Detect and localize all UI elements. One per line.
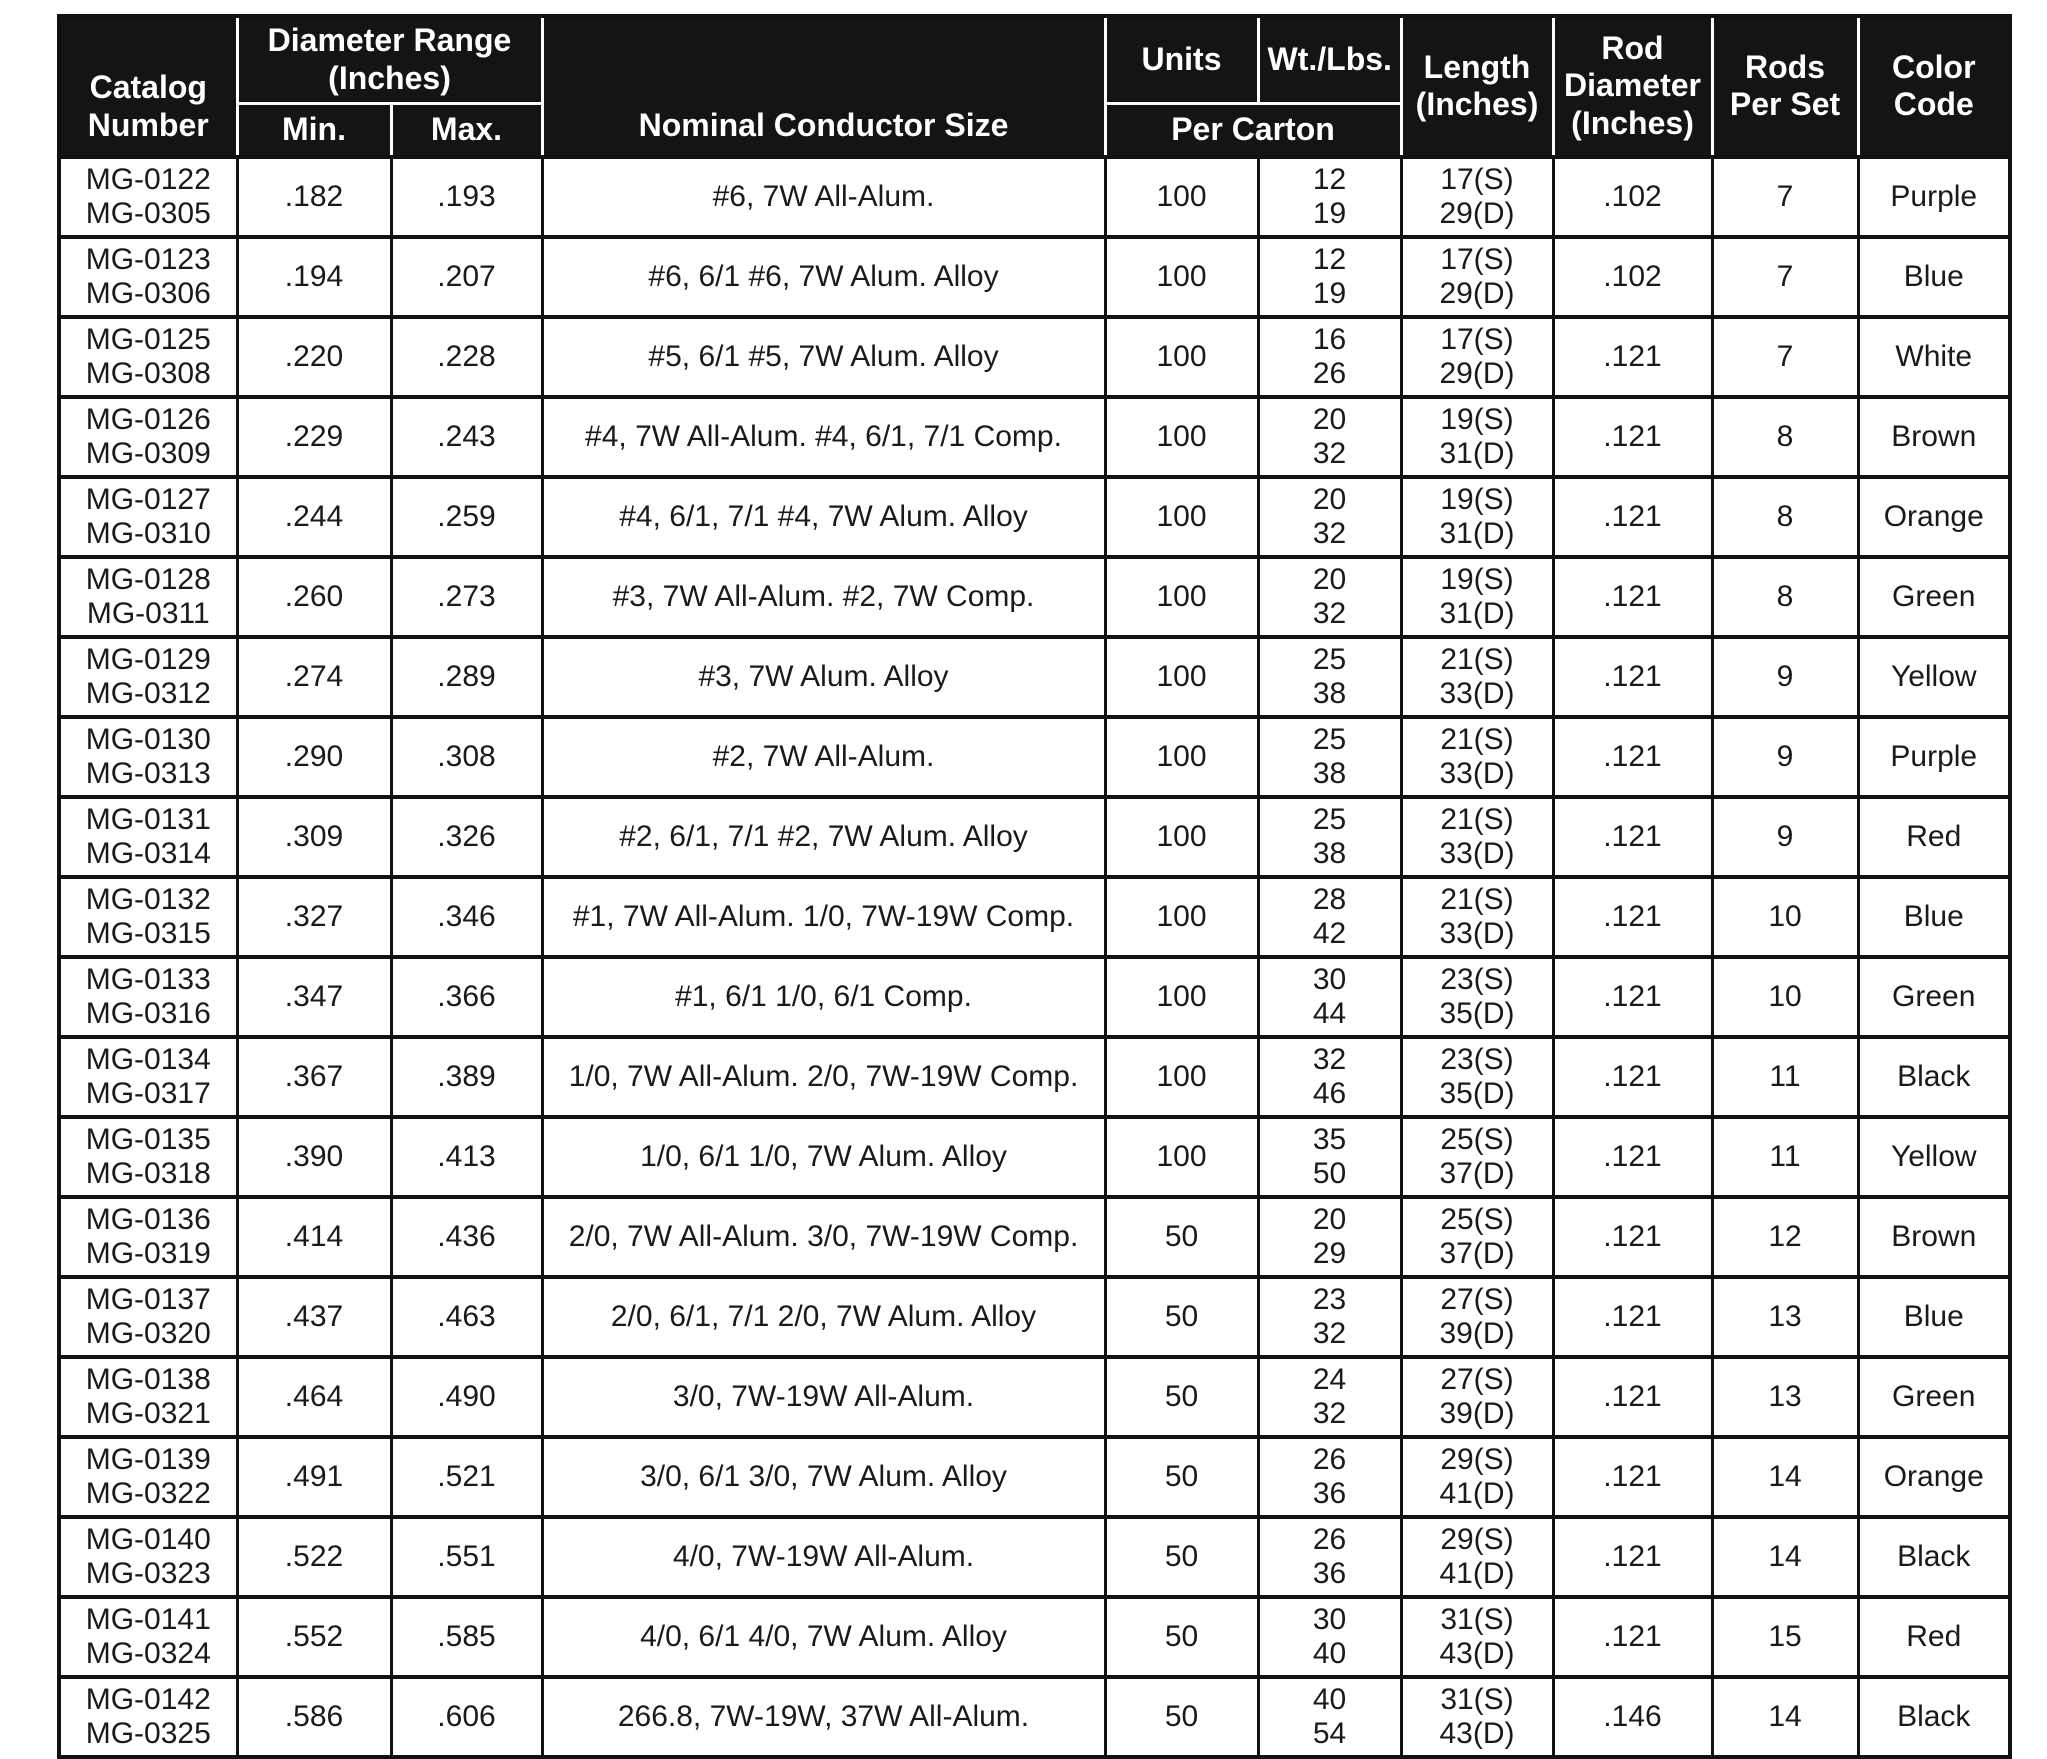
conductor-size-cell: #5, 6/1 #5, 7W Alum. Alloy [542, 317, 1105, 397]
wt-lbs-cell: 35 50 [1258, 1117, 1401, 1197]
rods-per-set-cell: 14 [1712, 1677, 1858, 1757]
min-cell: .414 [237, 1197, 391, 1277]
table-row [59, 237, 2010, 317]
max-cell: .193 [391, 157, 542, 237]
units-cell: 100 [1105, 637, 1258, 717]
table-row [59, 557, 2010, 637]
max-cell: .366 [391, 957, 542, 1037]
rod-diameter-cell: .121 [1553, 957, 1712, 1037]
units-cell: 50 [1105, 1357, 1258, 1437]
length-cell: 25(S) 37(D) [1401, 1117, 1553, 1197]
color-code-cell: Purple [1858, 157, 2010, 237]
rod-diameter-cell: .121 [1553, 1437, 1712, 1517]
units-cell: 100 [1105, 957, 1258, 1037]
max-cell: .346 [391, 877, 542, 957]
length-cell: 23(S) 35(D) [1401, 1037, 1553, 1117]
max-cell: .585 [391, 1597, 542, 1677]
catalog-number-cell: MG-0128 MG-0311 [59, 557, 237, 637]
wt-lbs-cell: 23 32 [1258, 1277, 1401, 1357]
wt-lbs-cell: 12 19 [1258, 157, 1401, 237]
rod-diameter-cell: .121 [1553, 877, 1712, 957]
max-cell: .326 [391, 797, 542, 877]
table-row [59, 877, 2010, 957]
catalog-number-cell: MG-0125 MG-0308 [59, 317, 237, 397]
length-cell: 27(S) 39(D) [1401, 1357, 1553, 1437]
header-max: Max. [391, 103, 542, 157]
catalog-number-cell: MG-0131 MG-0314 [59, 797, 237, 877]
catalog-number-cell: MG-0122 MG-0305 [59, 157, 237, 237]
color-code-cell: White [1858, 317, 2010, 397]
length-cell: 19(S) 31(D) [1401, 397, 1553, 477]
max-cell: .490 [391, 1357, 542, 1437]
table-row [59, 1197, 2010, 1277]
length-cell: 29(S) 41(D) [1401, 1437, 1553, 1517]
rods-per-set-cell: 14 [1712, 1517, 1858, 1597]
rods-per-set-cell: 9 [1712, 717, 1858, 797]
table-row [59, 1357, 2010, 1437]
length-cell: 21(S) 33(D) [1401, 877, 1553, 957]
conductor-size-cell: 4/0, 6/1 4/0, 7W Alum. Alloy [542, 1597, 1105, 1677]
rods-per-set-cell: 11 [1712, 1117, 1858, 1197]
catalog-number-cell: MG-0138 MG-0321 [59, 1357, 237, 1437]
length-cell: 17(S) 29(D) [1401, 157, 1553, 237]
wt-lbs-cell: 28 42 [1258, 877, 1401, 957]
product-spec-table [57, 14, 2012, 1759]
rod-diameter-cell: .146 [1553, 1677, 1712, 1757]
table-row [59, 1597, 2010, 1677]
table-header [59, 16, 2010, 157]
rods-per-set-cell: 8 [1712, 477, 1858, 557]
min-cell: .244 [237, 477, 391, 557]
max-cell: .308 [391, 717, 542, 797]
length-cell: 29(S) 41(D) [1401, 1517, 1553, 1597]
conductor-size-cell: #3, 7W Alum. Alloy [542, 637, 1105, 717]
table-row [59, 957, 2010, 1037]
min-cell: .274 [237, 637, 391, 717]
length-cell: 21(S) 33(D) [1401, 637, 1553, 717]
length-cell: 21(S) 33(D) [1401, 797, 1553, 877]
max-cell: .413 [391, 1117, 542, 1197]
conductor-size-cell: 1/0, 6/1 1/0, 7W Alum. Alloy [542, 1117, 1105, 1197]
length-cell: 21(S) 33(D) [1401, 717, 1553, 797]
conductor-size-cell: #6, 7W All-Alum. [542, 157, 1105, 237]
rod-diameter-cell: .121 [1553, 1037, 1712, 1117]
header-wt-lbs: Wt./Lbs. [1258, 16, 1401, 103]
min-cell: .290 [237, 717, 391, 797]
catalog-number-cell: MG-0132 MG-0315 [59, 877, 237, 957]
length-cell: 31(S) 43(D) [1401, 1677, 1553, 1757]
catalog-number-cell: MG-0123 MG-0306 [59, 237, 237, 317]
wt-lbs-cell: 32 46 [1258, 1037, 1401, 1117]
header-min: Min. [237, 103, 391, 157]
wt-lbs-cell: 30 40 [1258, 1597, 1401, 1677]
units-cell: 100 [1105, 397, 1258, 477]
catalog-number-cell: MG-0137 MG-0320 [59, 1277, 237, 1357]
units-cell: 100 [1105, 317, 1258, 397]
conductor-size-cell: #4, 6/1, 7/1 #4, 7W Alum. Alloy [542, 477, 1105, 557]
rods-per-set-cell: 15 [1712, 1597, 1858, 1677]
max-cell: .273 [391, 557, 542, 637]
rod-diameter-cell: .121 [1553, 557, 1712, 637]
rods-per-set-cell: 8 [1712, 397, 1858, 477]
rod-diameter-cell: .102 [1553, 237, 1712, 317]
table-row [59, 1677, 2010, 1757]
table-row [59, 797, 2010, 877]
conductor-size-cell: 2/0, 6/1, 7/1 2/0, 7W Alum. Alloy [542, 1277, 1105, 1357]
conductor-size-cell: #6, 6/1 #6, 7W Alum. Alloy [542, 237, 1105, 317]
rods-per-set-cell: 7 [1712, 157, 1858, 237]
conductor-size-cell: #4, 7W All-Alum. #4, 6/1, 7/1 Comp. [542, 397, 1105, 477]
color-code-cell: Red [1858, 1597, 2010, 1677]
table-body [59, 157, 2010, 1757]
wt-lbs-cell: 30 44 [1258, 957, 1401, 1037]
table-row [59, 637, 2010, 717]
wt-lbs-cell: 25 38 [1258, 637, 1401, 717]
conductor-size-cell: #3, 7W All-Alum. #2, 7W Comp. [542, 557, 1105, 637]
units-cell: 50 [1105, 1597, 1258, 1677]
min-cell: .390 [237, 1117, 391, 1197]
max-cell: .606 [391, 1677, 542, 1757]
min-cell: .437 [237, 1277, 391, 1357]
units-cell: 50 [1105, 1437, 1258, 1517]
min-cell: .491 [237, 1437, 391, 1517]
units-cell: 100 [1105, 557, 1258, 637]
max-cell: .207 [391, 237, 542, 317]
table-row [59, 717, 2010, 797]
conductor-size-cell: #2, 7W All-Alum. [542, 717, 1105, 797]
color-code-cell: Purple [1858, 717, 2010, 797]
wt-lbs-cell: 20 32 [1258, 477, 1401, 557]
min-cell: .309 [237, 797, 391, 877]
units-cell: 100 [1105, 477, 1258, 557]
rod-diameter-cell: .121 [1553, 717, 1712, 797]
max-cell: .436 [391, 1197, 542, 1277]
max-cell: .228 [391, 317, 542, 397]
units-cell: 100 [1105, 717, 1258, 797]
max-cell: .521 [391, 1437, 542, 1517]
conductor-size-cell: 4/0, 7W-19W All-Alum. [542, 1517, 1105, 1597]
min-cell: .522 [237, 1517, 391, 1597]
color-code-cell: Black [1858, 1517, 2010, 1597]
catalog-number-cell: MG-0142 MG-0325 [59, 1677, 237, 1757]
min-cell: .260 [237, 557, 391, 637]
units-cell: 100 [1105, 1117, 1258, 1197]
rod-diameter-cell: .121 [1553, 1357, 1712, 1437]
min-cell: .464 [237, 1357, 391, 1437]
min-cell: .220 [237, 317, 391, 397]
color-code-cell: Yellow [1858, 1117, 2010, 1197]
wt-lbs-cell: 25 38 [1258, 797, 1401, 877]
units-cell: 100 [1105, 157, 1258, 237]
color-code-cell: Red [1858, 797, 2010, 877]
rods-per-set-cell: 13 [1712, 1277, 1858, 1357]
units-cell: 100 [1105, 797, 1258, 877]
rod-diameter-cell: .121 [1553, 397, 1712, 477]
rod-diameter-cell: .121 [1553, 797, 1712, 877]
wt-lbs-cell: 40 54 [1258, 1677, 1401, 1757]
color-code-cell: Brown [1858, 1197, 2010, 1277]
catalog-number-cell: MG-0141 MG-0324 [59, 1597, 237, 1677]
header-per-carton: Per Carton [1105, 103, 1401, 157]
conductor-size-cell: 3/0, 6/1 3/0, 7W Alum. Alloy [542, 1437, 1105, 1517]
header-rod-diameter: Rod Diameter (Inches) [1553, 16, 1712, 157]
rods-per-set-cell: 7 [1712, 317, 1858, 397]
length-cell: 25(S) 37(D) [1401, 1197, 1553, 1277]
max-cell: .389 [391, 1037, 542, 1117]
min-cell: .327 [237, 877, 391, 957]
max-cell: .289 [391, 637, 542, 717]
units-cell: 100 [1105, 877, 1258, 957]
rods-per-set-cell: 7 [1712, 237, 1858, 317]
header-units: Units [1105, 16, 1258, 103]
color-code-cell: Yellow [1858, 637, 2010, 717]
table-row [59, 397, 2010, 477]
rods-per-set-cell: 9 [1712, 797, 1858, 877]
header-length: Length (Inches) [1401, 16, 1553, 157]
table-row [59, 317, 2010, 397]
conductor-size-cell: 3/0, 7W-19W All-Alum. [542, 1357, 1105, 1437]
max-cell: .243 [391, 397, 542, 477]
color-code-cell: Blue [1858, 237, 2010, 317]
rod-diameter-cell: .121 [1553, 1597, 1712, 1677]
rods-per-set-cell: 12 [1712, 1197, 1858, 1277]
wt-lbs-cell: 26 36 [1258, 1437, 1401, 1517]
color-code-cell: Orange [1858, 1437, 2010, 1517]
table-row [59, 1277, 2010, 1357]
min-cell: .586 [237, 1677, 391, 1757]
max-cell: .551 [391, 1517, 542, 1597]
catalog-number-cell: MG-0134 MG-0317 [59, 1037, 237, 1117]
min-cell: .552 [237, 1597, 391, 1677]
catalog-number-cell: MG-0136 MG-0319 [59, 1197, 237, 1277]
units-cell: 50 [1105, 1277, 1258, 1357]
conductor-size-cell: 2/0, 7W All-Alum. 3/0, 7W-19W Comp. [542, 1197, 1105, 1277]
catalog-number-cell: MG-0130 MG-0313 [59, 717, 237, 797]
catalog-number-cell: MG-0135 MG-0318 [59, 1117, 237, 1197]
color-code-cell: Green [1858, 957, 2010, 1037]
conductor-size-cell: #2, 6/1, 7/1 #2, 7W Alum. Alloy [542, 797, 1105, 877]
length-cell: 19(S) 31(D) [1401, 557, 1553, 637]
catalog-number-cell: MG-0127 MG-0310 [59, 477, 237, 557]
header-rods-per-set: Rods Per Set [1712, 16, 1858, 157]
wt-lbs-cell: 20 32 [1258, 397, 1401, 477]
catalog-number-cell: MG-0139 MG-0322 [59, 1437, 237, 1517]
color-code-cell: Blue [1858, 877, 2010, 957]
length-cell: 31(S) 43(D) [1401, 1597, 1553, 1677]
min-cell: .347 [237, 957, 391, 1037]
max-cell: .259 [391, 477, 542, 557]
units-cell: 50 [1105, 1677, 1258, 1757]
min-cell: .182 [237, 157, 391, 237]
units-cell: 50 [1105, 1517, 1258, 1597]
table-row [59, 1037, 2010, 1117]
length-cell: 17(S) 29(D) [1401, 237, 1553, 317]
catalog-number-cell: MG-0140 MG-0323 [59, 1517, 237, 1597]
rods-per-set-cell: 11 [1712, 1037, 1858, 1117]
rods-per-set-cell: 10 [1712, 877, 1858, 957]
rod-diameter-cell: .121 [1553, 1197, 1712, 1277]
rod-diameter-cell: .121 [1553, 1117, 1712, 1197]
color-code-cell: Brown [1858, 397, 2010, 477]
catalog-number-cell: MG-0126 MG-0309 [59, 397, 237, 477]
rod-diameter-cell: .102 [1553, 157, 1712, 237]
rods-per-set-cell: 14 [1712, 1437, 1858, 1517]
color-code-cell: Blue [1858, 1277, 2010, 1357]
length-cell: 17(S) 29(D) [1401, 317, 1553, 397]
min-cell: .229 [237, 397, 391, 477]
max-cell: .463 [391, 1277, 542, 1357]
table-row [59, 1437, 2010, 1517]
rod-diameter-cell: .121 [1553, 1277, 1712, 1357]
color-code-cell: Green [1858, 1357, 2010, 1437]
units-cell: 100 [1105, 237, 1258, 317]
color-code-cell: Green [1858, 557, 2010, 637]
header-catalog-number: Catalog Number [59, 16, 237, 157]
rods-per-set-cell: 9 [1712, 637, 1858, 717]
wt-lbs-cell: 20 29 [1258, 1197, 1401, 1277]
rods-per-set-cell: 10 [1712, 957, 1858, 1037]
rod-diameter-cell: .121 [1553, 477, 1712, 557]
length-cell: 19(S) 31(D) [1401, 477, 1553, 557]
conductor-size-cell: 266.8, 7W-19W, 37W All-Alum. [542, 1677, 1105, 1757]
min-cell: .194 [237, 237, 391, 317]
rods-per-set-cell: 8 [1712, 557, 1858, 637]
color-code-cell: Orange [1858, 477, 2010, 557]
wt-lbs-cell: 12 19 [1258, 237, 1401, 317]
rod-diameter-cell: .121 [1553, 317, 1712, 397]
table-row [59, 157, 2010, 237]
wt-lbs-cell: 20 32 [1258, 557, 1401, 637]
conductor-size-cell: #1, 6/1 1/0, 6/1 Comp. [542, 957, 1105, 1037]
wt-lbs-cell: 16 26 [1258, 317, 1401, 397]
header-diameter-range: Diameter Range (Inches) [237, 16, 542, 103]
units-cell: 100 [1105, 1037, 1258, 1117]
catalog-number-cell: MG-0133 MG-0316 [59, 957, 237, 1037]
header-color-code: Color Code [1858, 16, 2010, 157]
table-row [59, 477, 2010, 557]
length-cell: 23(S) 35(D) [1401, 957, 1553, 1037]
conductor-size-cell: #1, 7W All-Alum. 1/0, 7W-19W Comp. [542, 877, 1105, 957]
wt-lbs-cell: 25 38 [1258, 717, 1401, 797]
units-cell: 50 [1105, 1197, 1258, 1277]
conductor-size-cell: 1/0, 7W All-Alum. 2/0, 7W-19W Comp. [542, 1037, 1105, 1117]
wt-lbs-cell: 24 32 [1258, 1357, 1401, 1437]
color-code-cell: Black [1858, 1037, 2010, 1117]
wt-lbs-cell: 26 36 [1258, 1517, 1401, 1597]
min-cell: .367 [237, 1037, 391, 1117]
catalog-number-cell: MG-0129 MG-0312 [59, 637, 237, 717]
rods-per-set-cell: 13 [1712, 1357, 1858, 1437]
rod-diameter-cell: .121 [1553, 637, 1712, 717]
table-row [59, 1517, 2010, 1597]
length-cell: 27(S) 39(D) [1401, 1277, 1553, 1357]
table-row [59, 1117, 2010, 1197]
header-nominal-conductor-size: Nominal Conductor Size [542, 16, 1105, 157]
color-code-cell: Black [1858, 1677, 2010, 1757]
rod-diameter-cell: .121 [1553, 1517, 1712, 1597]
